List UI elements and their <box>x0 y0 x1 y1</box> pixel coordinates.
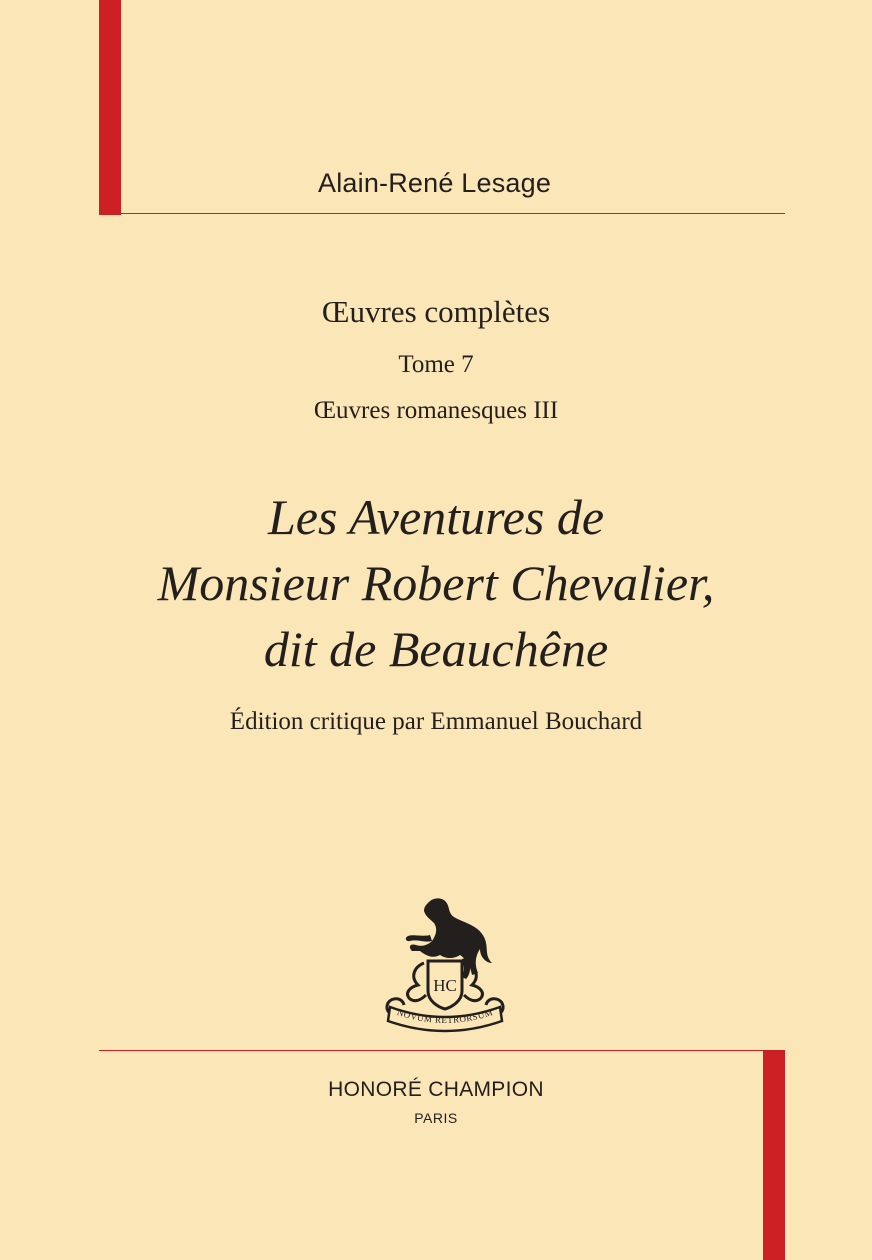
horse-emblem-icon <box>380 893 510 1038</box>
book-title-line-3: dit de Beauchêne <box>263 621 609 677</box>
publisher-city: PARIS <box>414 1110 458 1126</box>
volume-number: Tome 7 <box>398 351 474 378</box>
author-name: Alain-René Lesage <box>318 168 552 198</box>
book-title-line-1: Les Aventures de <box>267 489 605 545</box>
subseries-title: Œuvres romanesques III <box>313 397 559 424</box>
editor-credit: Édition critique par Emmanuel Bouchard <box>229 708 643 735</box>
logo-motto: NOVUM RETRORSUM <box>395 1007 495 1026</box>
book-title-line-2: Monsieur Robert Chevalier, <box>157 555 715 611</box>
red-accent-bar-top <box>99 0 121 215</box>
logo-monogram: HC <box>433 976 457 995</box>
series-title: Œuvres complètes <box>321 294 551 329</box>
red-rule-top <box>99 213 785 214</box>
publisher-name: HONORÉ CHAMPION <box>328 1078 544 1101</box>
red-rule-bottom <box>99 1050 785 1051</box>
book-title <box>0 484 872 682</box>
